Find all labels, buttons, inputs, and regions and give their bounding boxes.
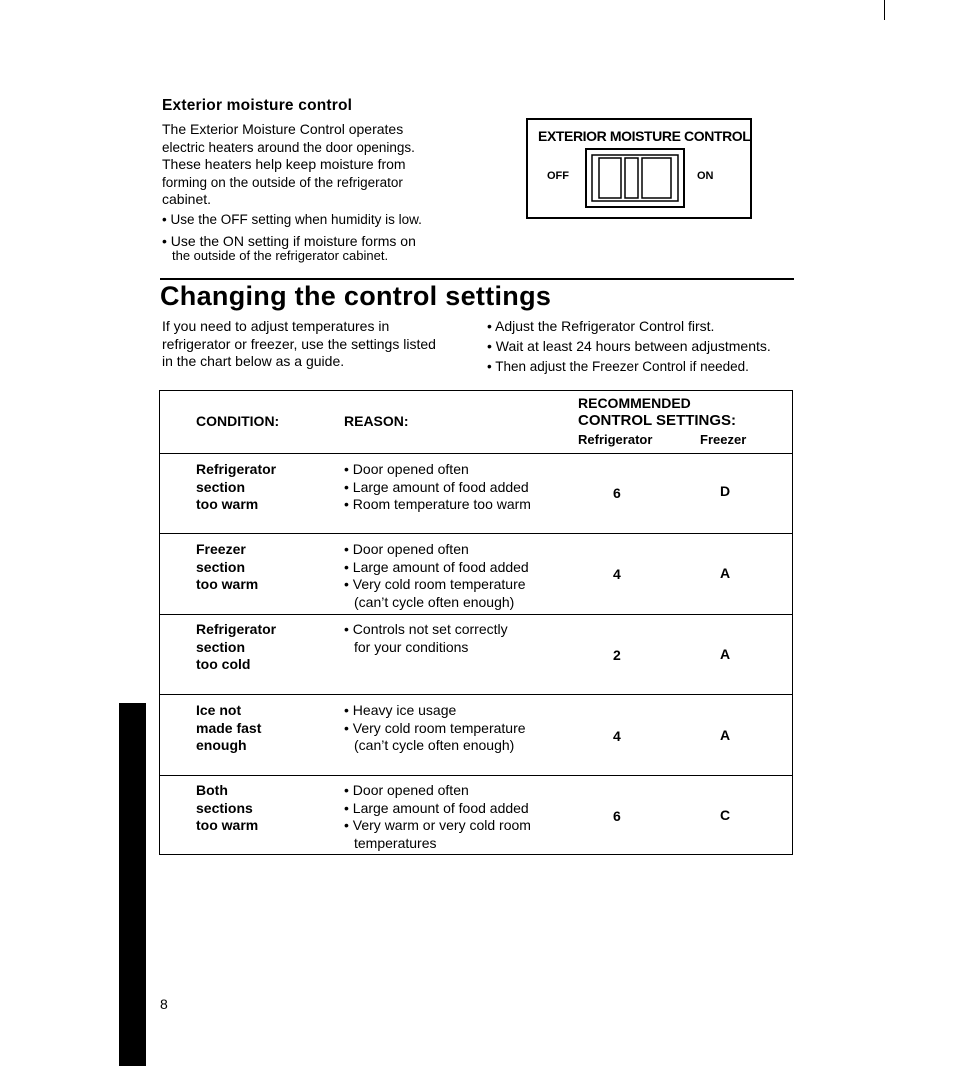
freezer-setting: C: [720, 807, 731, 823]
condition-line: Ice not: [196, 702, 242, 718]
freezer-setting: A: [720, 646, 731, 662]
reason-line: • Controls not set correctly: [344, 621, 508, 637]
freezer-setting: A: [720, 727, 731, 743]
header-freezer: Freezer: [700, 432, 747, 447]
refrigerator-setting: 2: [613, 647, 621, 663]
condition-line: section: [196, 558, 246, 575]
reason-line: • Very cold room temperature: [344, 719, 526, 736]
exterior-paragraph-line: These heaters help keep moisture from: [162, 156, 406, 172]
reason-line: (can’t cycle often enough): [354, 593, 515, 610]
control-panel-title: EXTERIOR MOISTURE CONTROL: [538, 128, 751, 144]
control-on-label: ON: [697, 170, 714, 182]
reason-cell: [344, 541, 529, 611]
condition-line: too warm: [196, 576, 259, 592]
reason-line: • Large amount of food added: [344, 478, 529, 495]
thumb-tab-bar: [119, 703, 146, 1066]
reason-line: • Very cold room temperature: [344, 576, 526, 592]
condition-cell: [196, 461, 276, 514]
header-reason: REASON:: [344, 413, 409, 429]
header-refrigerator: Refrigerator: [578, 432, 653, 447]
reason-cell: [344, 621, 508, 656]
reason-cell: [344, 782, 531, 852]
table-divider: [159, 614, 793, 615]
reason-line: (can’t cycle often enough): [354, 737, 515, 753]
condition-line: Freezer: [196, 541, 246, 557]
exterior-paragraph-line: forming on the outside of the refrigerator: [162, 174, 403, 190]
exterior-bullet-off: • Use the OFF setting when humidity is low.: [162, 212, 422, 227]
condition-cell: [196, 621, 276, 674]
freezer-setting: A: [720, 565, 731, 581]
condition-line: made fast: [196, 719, 262, 736]
table-divider: [159, 775, 793, 776]
reason-line: for your conditions: [354, 638, 469, 655]
header-recommended: RECOMMENDED: [578, 395, 691, 411]
table-divider: [159, 533, 793, 534]
exterior-heading: Exterior moisture control: [162, 97, 353, 114]
freezer-setting: D: [720, 483, 731, 499]
control-off-label: OFF: [547, 170, 569, 182]
exterior-bullet-on-cont: the outside of the refrigerator cabinet.: [172, 248, 389, 263]
condition-line: Both: [196, 782, 228, 798]
section-bullet: • Adjust the Refrigerator Control first.: [487, 318, 715, 334]
reason-cell: [344, 461, 531, 514]
section-rule: [160, 278, 794, 280]
condition-line: too warm: [196, 496, 259, 512]
exterior-bullet-on: • Use the ON setting if moisture forms on: [162, 232, 416, 249]
condition-line: section: [196, 478, 246, 495]
condition-line: too warm: [196, 817, 259, 833]
exterior-paragraph: [162, 121, 472, 209]
refrigerator-setting: 4: [613, 566, 621, 582]
refrigerator-setting: 4: [613, 728, 621, 744]
exterior-paragraph-line: cabinet.: [162, 191, 212, 207]
rocker-switch-icon: [585, 148, 685, 210]
reason-line: • Large amount of food added: [344, 799, 529, 816]
reason-line: temperatures: [354, 834, 437, 851]
table-divider: [159, 453, 793, 454]
reason-cell: [344, 702, 526, 755]
refrigerator-setting: 6: [613, 485, 621, 501]
section-bullets: [487, 318, 807, 378]
header-condition: CONDITION:: [196, 413, 280, 429]
table-divider: [159, 694, 793, 695]
intro-line: in the chart below as a guide.: [162, 353, 345, 369]
reason-line: • Door opened often: [344, 461, 469, 477]
reason-line: • Door opened often: [344, 541, 469, 557]
intro-line: refrigerator or freezer, use the settings listed: [162, 335, 436, 352]
reason-line: • Heavy ice usage: [344, 702, 457, 718]
condition-cell: [196, 702, 261, 755]
reason-line: • Door opened often: [344, 782, 469, 798]
section-intro: [162, 318, 472, 371]
exterior-paragraph-line: The Exterior Moisture Control operates: [162, 121, 404, 137]
header-control-settings: CONTROL SETTINGS:: [578, 412, 737, 429]
exterior-bullets: [162, 211, 472, 269]
reason-line: • Very warm or very cold room: [344, 817, 531, 833]
exterior-paragraph-line: electric heaters around the door openings.: [162, 139, 415, 155]
condition-line: enough: [196, 737, 247, 753]
intro-line: If you need to adjust temperatures in: [162, 318, 390, 334]
section-title: Changing the control settings: [160, 281, 552, 311]
refrigerator-setting: 6: [613, 808, 621, 824]
condition-cell: [196, 541, 258, 594]
condition-line: Refrigerator: [196, 621, 277, 637]
condition-line: section: [196, 638, 246, 655]
section-bullet: • Then adjust the Freezer Control if needed.: [487, 359, 749, 374]
condition-line: too cold: [196, 656, 251, 672]
condition-line: sections: [196, 799, 253, 816]
condition-cell: [196, 782, 258, 835]
reason-line: • Large amount of food added: [344, 558, 529, 575]
condition-line: Refrigerator: [196, 461, 277, 477]
section-bullet: • Wait at least 24 hours between adjustments.: [487, 338, 771, 354]
page-number: 8: [160, 996, 168, 1012]
margin-rule: [884, 0, 885, 20]
reason-line: • Room temperature too warm: [344, 496, 531, 512]
